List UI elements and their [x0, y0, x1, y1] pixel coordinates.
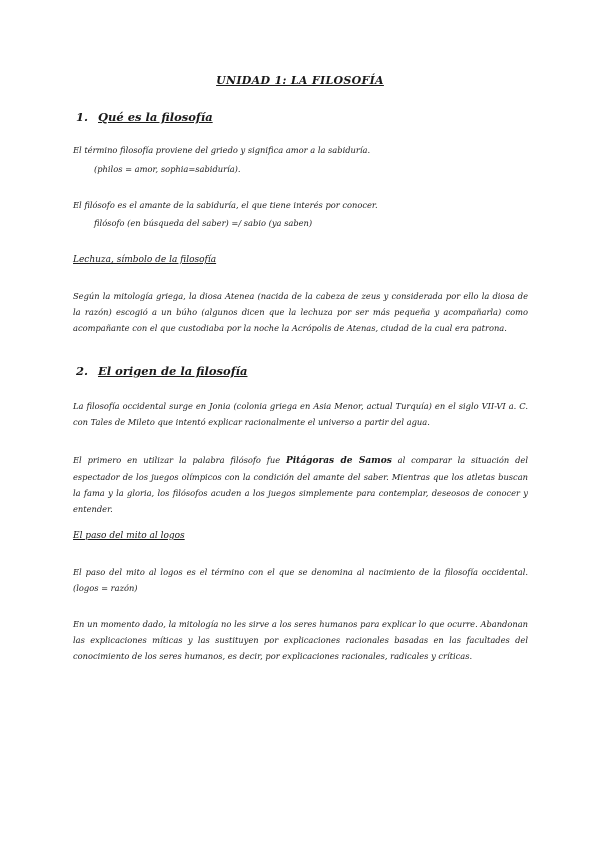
section-2-para-3: El paso del mito al logos es el término con el que se denomina al nacimiento de la filosofía occidental. (logos = razón) — [73, 567, 528, 593]
section-2-para-1: La filosofía occidental surge en Jonia (colonia griega en Asia Menor, actual Turquía) en el siglo VII-VI a. C. con Tales de Mileto que intentó explicar racionalmente el universo a partir del agua. — [73, 401, 528, 427]
section-2-para-2-end: al comparar la situación del espectador de los juegos olímpicos con la condición del amante del saber. Mientras que los atletas buscan la fama y la gloria, los filósofos acuden a los juegos simplemente para contemplar, deseosos de conocer y entender. — [73, 455, 528, 514]
document-title: UNIDAD 1: LA FILOSOFÍA — [216, 74, 384, 87]
section-2-para-2 — [73, 452, 528, 517]
section-1-para-1-line-2: (philos = amor, sophia=sabiduría). — [94, 164, 241, 174]
section-2-number: 2. — [76, 364, 89, 378]
section-2-subheading: El paso del mito al logos — [73, 531, 185, 541]
pitagoras-name: Pitágoras de Samos — [285, 456, 392, 466]
section-1-para-2-line-2: filósofo (en búsqueda del saber) =/ sabio (ya saben) — [94, 218, 313, 228]
section-1-title: Qué es la filosofía — [98, 110, 213, 124]
section-2-para-2-start: El primero en utilizar la palabra filósofo fue — [73, 455, 286, 465]
section-1-number: 1. — [76, 110, 89, 124]
section-2-para-4: En un momento dado, la mitología no les sirve a los seres humanos para explicar lo que ocurre. Abandonan las explicaciones míticas y las sustituyen por explicaciones racionales basadas en las facultades del conocimiento de los seres humanos, es decir, por explicaciones racionales, radicales y críticas. — [73, 619, 528, 661]
section-2-title: El origen de la filosofía — [98, 364, 248, 378]
section-1-para-2-line-1: El filósofo es el amante de la sabiduría, el que tiene interés por conocer. — [73, 200, 378, 210]
section-1-para-1-line-1: El término filosofía proviene del griedo y significa amor a la sabiduría. — [73, 145, 371, 155]
section-1-heading — [76, 110, 213, 124]
section-1-para-3: Según la mitología griega, la diosa Atenea (nacida de la cabeza de zeus y considerada por ello la diosa de la razón) escogió a un búho (algunos dicen que la lechuza por ser más pequeña y acompañarla) como acompañante con el que custodiaba por la noche la Acrópolis de Atenas, ciudad de la cual era patrona. — [73, 291, 528, 333]
section-2-heading — [76, 364, 247, 378]
section-1-subheading: Lechuza, símbolo de la filosofía — [73, 255, 217, 265]
